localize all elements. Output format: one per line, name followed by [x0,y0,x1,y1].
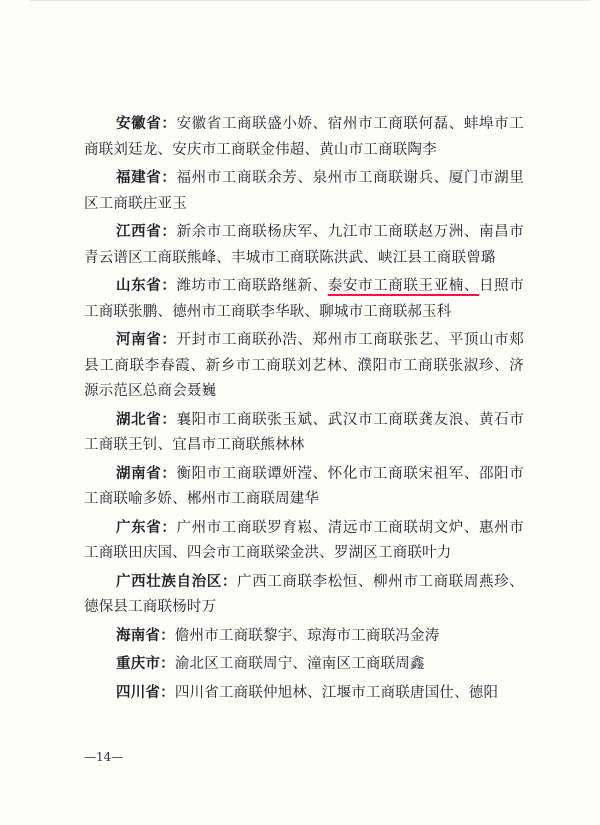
entry-text: 儋州市工商联黎宇、琼海市工商联冯金涛 [174,627,440,644]
entry-text: 潍坊市工商联路继新、 [176,278,328,294]
province-label: 湖南省： [116,465,177,482]
entry-text: 福州市工商联余芳、泉州市工商联谢兵、厦门市湖里区工商联庄亚玉 [84,170,524,212]
entry-hunan [84,462,524,513]
province-label: 福建省： [116,170,177,186]
entry-text: 开封市工商联孙浩、郑州市工商联张艺、平顶山市郏县工商联李春霞、新乡市工商联刘艺林、濮阳市工商联张淑珍、济源示范区总商会聂巍 [84,332,524,399]
province-label: 河南省： [116,332,177,348]
entry-guangdong [84,516,524,567]
entry-text: 新余市工商联杨庆军、九江市工商联赵万洲、南昌市青云谱区工商联熊峰、丰城市工商联陈洪武、峡江县工商联曾璐 [84,224,524,266]
entry-sichuan [84,681,524,707]
entry-hubei [84,408,524,459]
province-label: 安徽省： [116,116,177,132]
entry-anhui [84,112,524,163]
entry-text: 四川省工商联仲旭林、江堰市工商联唐国仕、德阳 [174,684,499,701]
entry-henan [84,328,524,405]
province-label: 四川省： [116,684,175,701]
province-label: 山东省： [116,278,177,294]
entry-text: 广州市工商联罗育崧、清远市工商联胡文炉、惠州市工商联田庆国、四会市工商联梁金洪、罗湖区工商联叶力 [84,519,524,561]
entry-text: 衡阳市工商联谭妍滢、怀化市工商联宋祖军、邵阳市工商联喻多娇、郴州市工商联周建华 [84,465,524,507]
province-label: 江西省： [116,224,177,240]
scan-edge [30,0,590,1]
page-number: —14— [84,750,124,764]
entry-text: 日照市工商联张鹏、德州市工商联李华耿、聊城市工商联郝玉科 [84,278,524,320]
entry-text: 襄阳市工商联张玉斌、武汉市工商联龚友浪、黄石市工商联王钊、宜昌市工商联熊林林 [84,411,524,453]
province-label: 海南省： [116,627,175,644]
province-label: 湖北省： [116,411,177,428]
document-body [84,112,524,709]
entry-text: 安徽省工商联盛小娇、宿州市工商联何磊、蚌埠市工商联刘廷龙、安庆市工商联金伟超、黄山市工商联陶李 [84,116,524,158]
province-label: 重庆市： [116,656,175,672]
entry-text: 渝北区工商联周宁、潼南区工商联周鑫 [174,656,425,672]
entry-hainan [84,624,524,650]
entry-guangxi [84,570,524,621]
entry-fujian [84,166,524,217]
province-label: 广东省： [116,519,177,536]
province-label: 广西壮族自治区： [116,573,238,590]
highlighted-name: 泰安市工商联王亚楠、 [327,278,480,294]
entry-jiangxi [84,220,524,271]
entry-text: 广西工商联李松恒、柳州市工商联周燕珍、德保县工商联杨时万 [84,573,524,615]
entry-shandong [84,274,524,325]
entry-chongqing [84,652,524,678]
